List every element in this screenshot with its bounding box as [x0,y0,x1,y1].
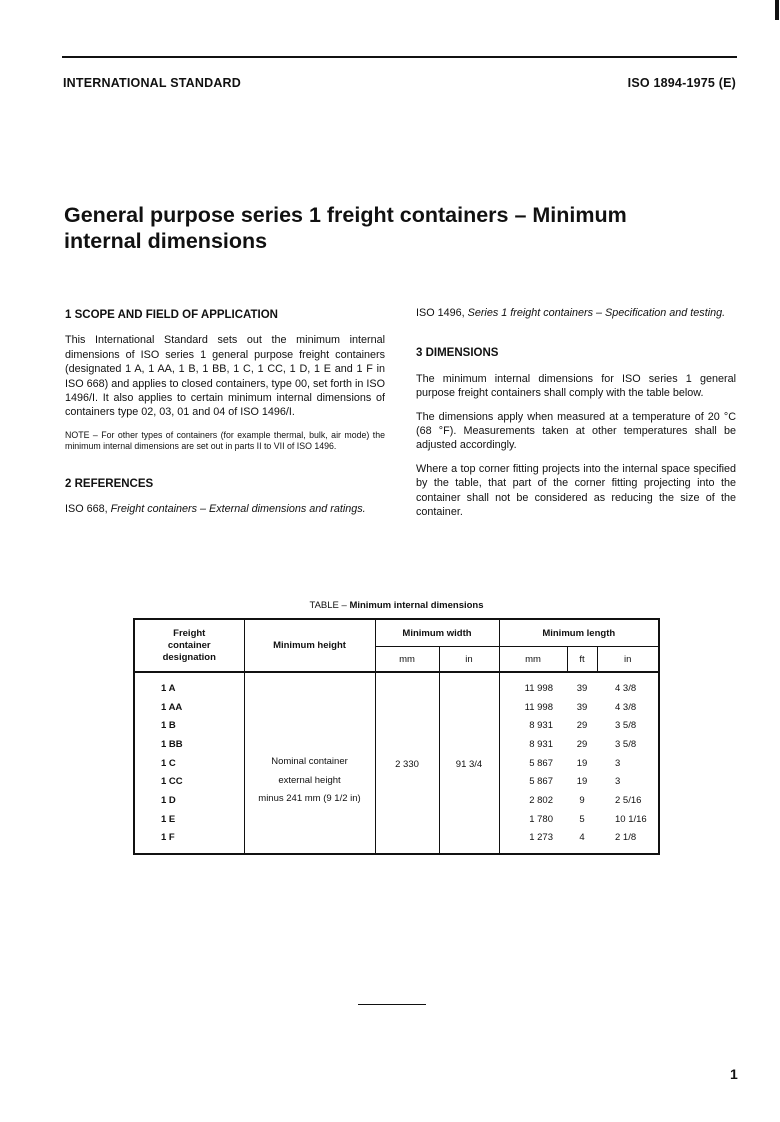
designation-cell: 1 F [134,829,244,855]
length-ft-cell: 4 [579,832,585,844]
height-text-line: external height [278,774,341,786]
table-caption [133,600,660,611]
length-in-cell: 2 5/16 [597,791,659,810]
header-height: Minimum height [244,619,375,672]
reference-iso-668 [65,502,385,516]
reference-title: Series 1 freight containers – Specification and testing. [467,307,726,319]
minimum-height-cell [244,672,375,854]
section-3-paragraph: The minimum internal dimensions for ISO series 1 general purpose freight containers shall comply with the table below. [416,372,736,400]
minimum-dimensions-table [133,618,660,855]
length-in-cell: 3 5/8 [597,735,659,754]
length-in-cell: 3 [597,772,659,791]
length-ft-cell: 19 [576,757,588,769]
length-in-cell: 3 [597,754,659,773]
designation-cell: 1 A [134,672,244,698]
section-1-note: NOTE – For other types of containers (for example thermal, bulk, air mode) the minimum internal dimensions are set out in parts II to VII of ISO 1496. [65,429,385,452]
designation-cell: 1 AA [134,698,244,717]
width-in-cell: 91 3/4 [439,672,499,854]
reference-code: ISO 668, [65,503,108,516]
caption-text: Minimum internal dimensions [349,600,484,611]
header-designation: Freight container designation [134,619,244,672]
length-ft-cell: 9 [579,794,585,806]
header-length-in: in [597,647,659,673]
height-text-line: Nominal container [271,756,348,768]
section-3-heading: 3 DIMENSIONS [416,347,499,360]
length-ft-cell: 39 [576,682,588,694]
designation-cell: 1 BB [134,735,244,754]
table-row [134,672,659,698]
designation-cell: 1 D [134,791,244,810]
caption-prefix: TABLE – [309,600,350,611]
section-1-heading: 1 SCOPE AND FIELD OF APPLICATION [65,309,278,321]
header-width-in: in [439,647,499,673]
reference-code: ISO 1496, [416,307,465,319]
header-length-mm: mm [499,647,567,673]
title-line-1: General purpose series 1 freight containers – Minimum [64,203,627,227]
header-length-ft: ft [567,647,597,673]
header-document-number: ISO 1894-1975 (E) [627,76,736,90]
header-width-mm: mm [375,647,439,673]
length-in-cell: 4 3/8 [597,672,659,698]
length-in-cell: 2 1/8 [597,829,659,855]
section-1-body: This International Standard sets out the minimum internal dimensions of ISO series 1 general purpose freight containers (designated 1 A, 1 AA, 1 B, 1 BB, 1 C, 1 CC, 1 D, 1 E and 1 F in ISO 668) and applies to closed containers, type 00, set forth in ISO 1496/I. It also applies to certain minimum internal dimensions of containers type 02, 03, 01 and 04 of ISO 1496/I. [65,334,385,419]
length-mm-cell: 5 867 [499,754,567,773]
length-mm-cell: 1 273 [499,829,567,855]
title-line-2: internal dimensions [64,229,268,253]
length-ft-cell: 5 [579,813,585,825]
header-standard-label: INTERNATIONAL STANDARD [63,76,242,90]
scan-edge-mark [775,0,779,20]
page-number: 1 [730,1066,738,1082]
section-3-paragraph: Where a top corner fitting projects into the internal space specified by the table, that part of the corner fitting projecting into the container shall not be considered as reducing the size of the container. [416,462,736,519]
designation-cell: 1 CC [134,772,244,791]
designation-cell: 1 B [134,716,244,735]
header-length: Minimum length [499,619,659,647]
designation-cell: 1 E [134,810,244,829]
section-2-heading: 2 REFERENCES [65,477,154,490]
length-mm-cell: 1 780 [499,810,567,829]
length-mm-cell: 11 998 [499,672,567,698]
header-width: Minimum width [375,619,499,647]
width-mm-cell: 2 330 [375,672,439,854]
section-3-paragraph: The dimensions apply when measured at a temperature of 20 °C (68 °F). Measurements taken at other temperatures shall be adjusted accordingly. [416,410,736,452]
length-ft-cell: 29 [576,720,588,732]
length-mm-cell: 8 931 [499,716,567,735]
length-in-cell: 10 1/16 [597,810,659,829]
reference-iso-1496 [416,306,736,320]
designation-cell: 1 C [134,754,244,773]
length-mm-cell: 2 802 [499,791,567,810]
length-in-cell: 4 3/8 [597,698,659,717]
length-ft-cell: 39 [576,701,588,713]
page-title [64,202,744,254]
length-mm-cell: 5 867 [499,772,567,791]
height-text-line: minus 241 mm (9 1/2 in) [258,793,361,805]
length-mm-cell: 11 998 [499,698,567,717]
header-rule [62,56,737,58]
right-column [416,306,736,528]
length-in-cell: 3 5/8 [597,716,659,735]
left-column [65,308,385,526]
length-ft-cell: 29 [576,738,588,750]
length-ft-cell: 19 [576,776,588,788]
length-mm-cell: 8 931 [499,735,567,754]
reference-title: Freight containers – External dimensions and ratings. [110,503,366,516]
footer-rule [358,1004,426,1005]
